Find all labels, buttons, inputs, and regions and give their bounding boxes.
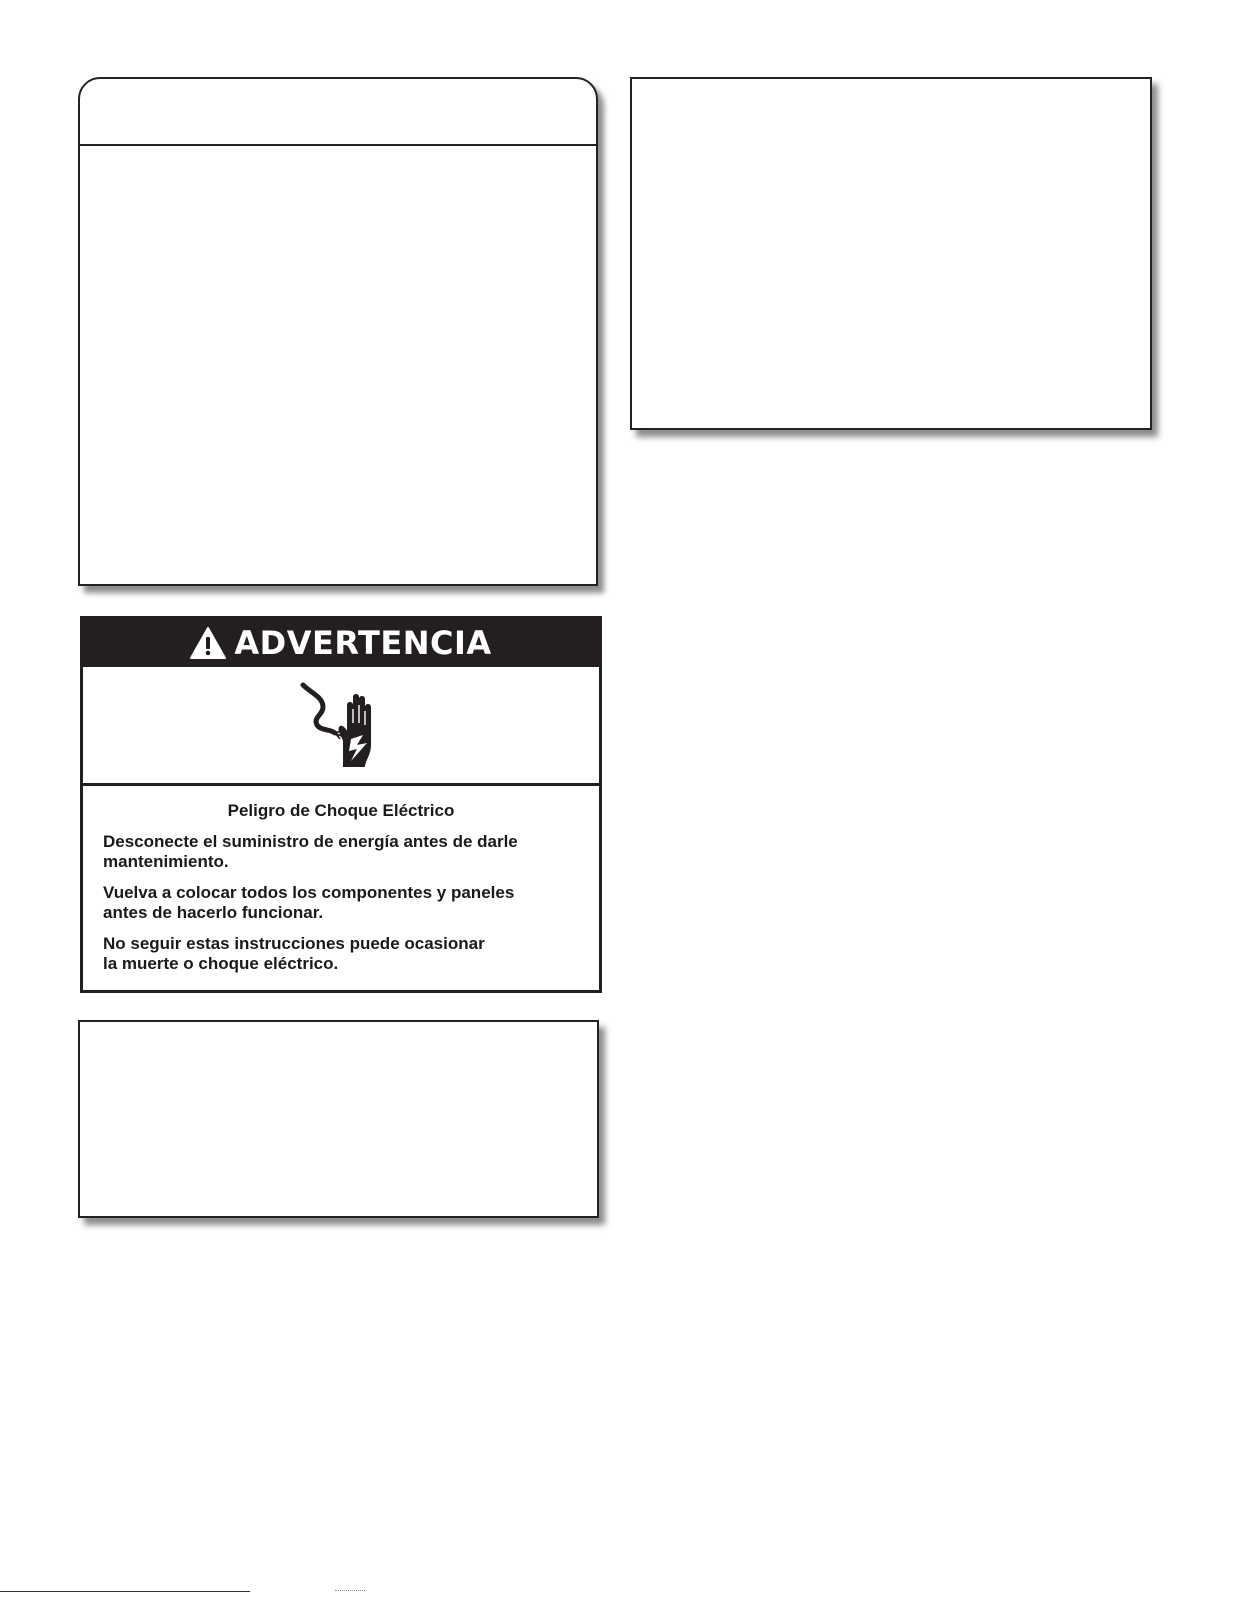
instruction-line: antes de hacerlo funcionar. [103, 903, 324, 922]
warning-instruction [103, 883, 573, 923]
instruction-line: la muerte o choque eléctrico. [103, 954, 339, 973]
instruction-line: mantenimiento. [103, 852, 229, 871]
panel-header-divider [80, 144, 596, 146]
warning-text-area [83, 786, 599, 990]
warning-header [83, 619, 599, 667]
warning-instruction [103, 832, 573, 872]
hazard-symbol-area [83, 667, 599, 786]
instruction-line: Desconecte el suministro de energía antes de darle [103, 832, 518, 851]
instruction-line: Vuelva a colocar todos los componentes y paneles [103, 883, 515, 902]
electric-shock-hand-icon [291, 675, 391, 775]
blank-panel-bottom-left [78, 1020, 599, 1218]
footer-rule [0, 1591, 250, 1592]
blank-panel-top-right [630, 77, 1152, 430]
instruction-line: No seguir estas instrucciones puede ocasionar [103, 934, 485, 953]
safety-warning-box [80, 616, 602, 993]
hazard-title: Peligro de Choque Eléctrico [227, 801, 455, 820]
blank-panel-top-left [78, 77, 598, 586]
signal-word: ADVERTENCIA [234, 624, 492, 662]
footer-mark [335, 1590, 365, 1594]
warning-consequence [103, 934, 573, 974]
warning-triangle-icon [190, 627, 226, 659]
